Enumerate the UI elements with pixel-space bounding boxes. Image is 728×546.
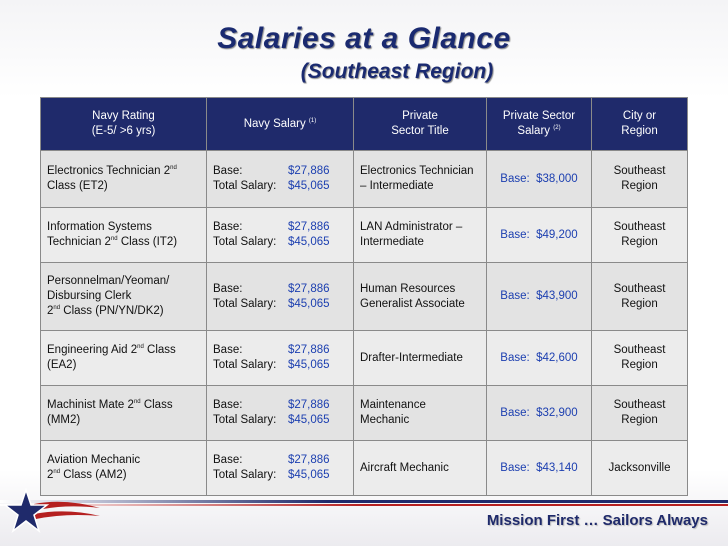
rating-class: Class (AM2) — [60, 469, 127, 481]
rating-sup: nd — [137, 344, 144, 351]
private-title-cell: LAN Administrator – Intermediate — [354, 208, 487, 263]
col-navy-rating — [41, 98, 207, 151]
rating-class: Class (IT2) — [117, 236, 178, 248]
total-value: $45,065 — [288, 297, 330, 310]
rating-sup: nd — [53, 469, 61, 476]
footer-tagline: Mission First … Sailors Always — [486, 512, 708, 529]
col-navy-salary-note: (1) — [308, 117, 317, 124]
navy-salary-cell — [207, 331, 354, 386]
table-row — [41, 386, 688, 441]
total-label: Total Salary: — [213, 469, 277, 481]
base-label: Base: — [213, 221, 243, 233]
table-row — [41, 441, 688, 496]
col-navy-salary-label: Navy Salary — [243, 117, 306, 130]
city-cell: Southeast Region — [592, 208, 688, 263]
private-base-label: Base: — [500, 461, 530, 474]
base-value: $27,886 — [288, 282, 330, 295]
private-base-label: Base: — [500, 228, 530, 241]
navy-rating-cell — [41, 208, 207, 263]
col-private-title-line2: Sector Title — [391, 125, 449, 137]
table-row — [41, 151, 688, 208]
rating-text: Electronics Technician 2 — [47, 165, 171, 177]
city-cell: Southeast Region — [592, 263, 688, 331]
col-private-salary-line1: Private Sector — [502, 110, 576, 122]
base-label: Base: — [213, 344, 243, 356]
page-subtitle: (Southeast Region) — [300, 60, 494, 83]
private-salary-value: $49,200 — [536, 228, 578, 241]
private-salary-cell — [487, 263, 592, 331]
total-label: Total Salary: — [213, 180, 277, 192]
rating-class: Class (MM2) — [47, 399, 173, 426]
base-label: Base: — [213, 282, 243, 295]
rating-sup: nd — [170, 165, 177, 172]
col-city-line1: City or — [622, 110, 657, 122]
navy-rating-cell — [41, 331, 207, 386]
navy-salary-cell — [207, 151, 354, 208]
total-label: Total Salary: — [213, 297, 277, 310]
navy-rating-cell — [41, 263, 207, 331]
private-base-label: Base: — [500, 172, 530, 185]
private-base-label: Base: — [500, 351, 530, 364]
total-value: $45,065 — [288, 359, 330, 371]
private-base-label: Base: — [500, 290, 530, 302]
private-salary-cell — [487, 331, 592, 386]
total-value: $45,065 — [288, 180, 330, 192]
base-value: $27,886 — [288, 399, 330, 411]
total-value: $45,065 — [288, 414, 330, 426]
rating-sup: nd — [53, 305, 61, 312]
total-label: Total Salary: — [213, 359, 277, 371]
rating-text: Engineering Aid 2 — [47, 344, 138, 356]
private-salary-cell — [487, 441, 592, 496]
navy-salary-cell — [207, 263, 354, 331]
base-value: $27,886 — [288, 165, 330, 177]
rating-text-2: 2 — [47, 305, 54, 317]
col-navy-salary — [207, 98, 354, 151]
rating-class: Class (PN/YN/DK2) — [60, 305, 164, 317]
col-private-title — [354, 98, 487, 151]
col-private-salary-line2: Salary — [517, 125, 551, 137]
base-value: $27,886 — [288, 454, 330, 466]
col-navy-rating-line2: (E-5/ >6 yrs) — [91, 125, 156, 137]
rating-text: Personnelman/Yeoman/ Disbursing Clerk — [47, 275, 170, 302]
rating-text: Information Systems — [47, 221, 152, 233]
col-private-salary-note: (2) — [553, 125, 561, 132]
header-row — [41, 98, 688, 151]
rating-class: Class (EA2) — [47, 344, 176, 371]
private-salary-value: $32,900 — [536, 406, 578, 419]
base-value: $27,886 — [288, 344, 330, 356]
table-row — [41, 208, 688, 263]
col-navy-rating-line1: Navy Rating — [92, 110, 155, 122]
table-row — [41, 331, 688, 386]
rating-class: Class (ET2) — [47, 180, 108, 192]
rating-sup: nd — [133, 399, 141, 406]
total-label: Total Salary: — [213, 236, 277, 248]
footer-red-stripe — [0, 504, 728, 506]
navy-salary-cell — [207, 208, 354, 263]
private-salary-value: $38,000 — [536, 172, 578, 185]
navy-rating-cell — [41, 386, 207, 441]
base-label: Base: — [213, 399, 243, 411]
total-value: $45,065 — [288, 236, 330, 248]
private-title-cell: Human Resources Generalist Associate — [354, 263, 487, 331]
private-salary-value: $43,900 — [536, 290, 578, 302]
table-row — [41, 263, 688, 331]
rating-text-2: Technician 2 — [47, 236, 111, 248]
rating-sup: nd — [110, 236, 118, 243]
private-salary-value: $42,600 — [536, 351, 578, 364]
city-cell: Southeast Region — [592, 331, 688, 386]
private-title-cell: Drafter-Intermediate — [354, 331, 487, 386]
rating-text: Machinist Mate 2 — [47, 399, 134, 411]
private-salary-cell — [487, 386, 592, 441]
col-city — [592, 98, 688, 151]
private-title-cell: Aircraft Mechanic — [354, 441, 487, 496]
private-base-label: Base: — [500, 406, 530, 419]
page-title: Salaries at a Glance — [217, 22, 511, 55]
col-city-line2: Region — [621, 125, 658, 137]
city-cell: Jacksonville — [592, 441, 688, 496]
base-value: $27,886 — [288, 221, 330, 233]
rating-text-2: 2 — [47, 469, 54, 481]
navy-rating-cell — [41, 151, 207, 208]
private-salary-value: $43,140 — [536, 461, 578, 474]
star-logo-icon — [4, 488, 104, 544]
base-label: Base: — [213, 454, 243, 466]
total-value: $45,065 — [288, 469, 330, 481]
city-cell: Southeast Region — [592, 151, 688, 208]
base-label: Base: — [213, 165, 243, 177]
total-label: Total Salary: — [213, 414, 277, 426]
col-private-salary — [487, 98, 592, 151]
footer-navy-stripe — [0, 500, 728, 503]
navy-salary-cell — [207, 441, 354, 496]
rating-text: Aviation Mechanic — [47, 454, 141, 466]
private-title-cell: Electronics Technician – Intermediate — [354, 151, 487, 208]
private-salary-cell — [487, 208, 592, 263]
salary-table — [40, 97, 688, 496]
private-salary-cell — [487, 151, 592, 208]
navy-salary-cell — [207, 386, 354, 441]
city-cell: Southeast Region — [592, 386, 688, 441]
private-title-cell: Maintenance Mechanic — [354, 386, 487, 441]
col-private-title-line1: Private — [402, 110, 438, 122]
